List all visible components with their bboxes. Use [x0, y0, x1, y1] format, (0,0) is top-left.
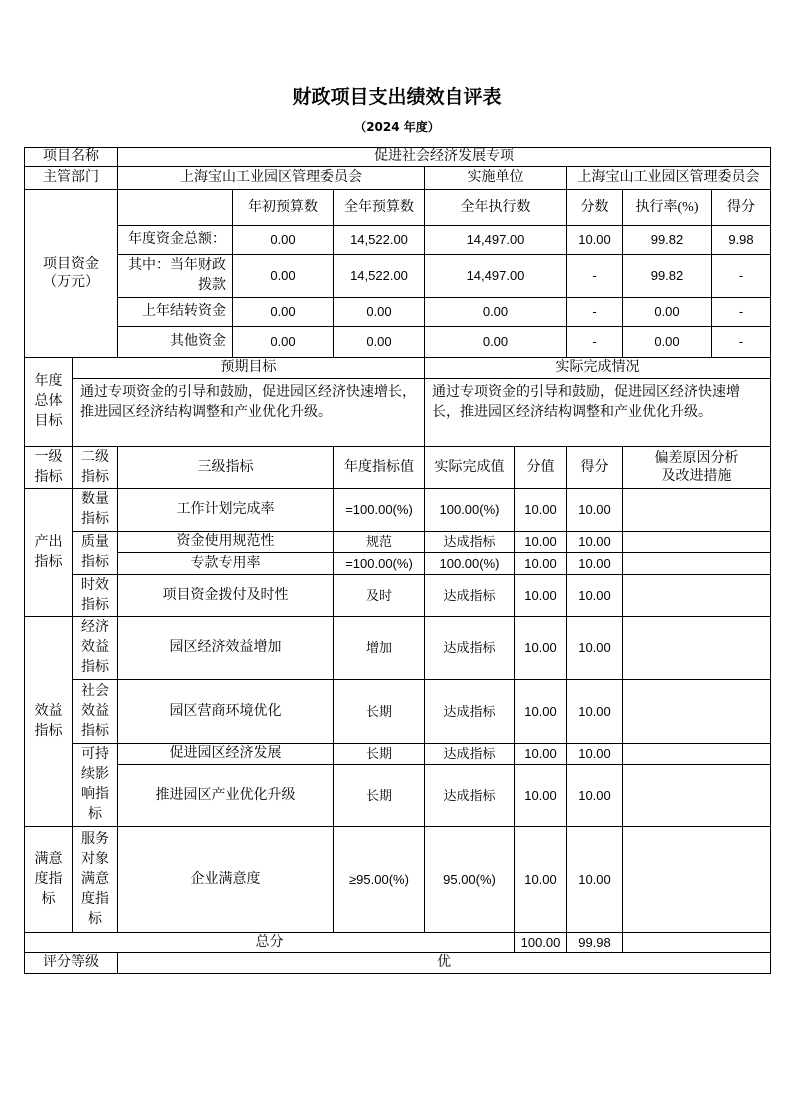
funds-points: -	[567, 298, 623, 327]
header-level1: 一级指标	[25, 447, 73, 489]
metric-name: 园区营商环境优化	[118, 680, 334, 744]
header-deviation-line2: 及改进措施	[661, 468, 732, 484]
metric-row	[25, 532, 771, 553]
metric-name: 资金使用规范性	[118, 532, 334, 553]
metric-target: 增加	[334, 617, 425, 680]
funds-label: 项目资金	[43, 256, 99, 272]
metric-name: 推进园区产业优化升级	[118, 765, 334, 827]
funds-row	[25, 226, 771, 255]
metric-weight: 10.00	[515, 617, 567, 680]
metric-target: 长期	[334, 744, 425, 765]
metric-name: 企业满意度	[118, 827, 334, 933]
metric-weight: 10.00	[515, 680, 567, 744]
goals-content-row	[25, 379, 771, 447]
metric-deviation	[623, 827, 771, 933]
header-deviation-line1: 偏差原因分析	[654, 450, 739, 466]
level2-indicator: 时效指标	[73, 575, 118, 617]
funds-score: -	[712, 327, 771, 358]
funds-initial-budget: 0.00	[233, 226, 334, 255]
funds-row-label: 其中：当年财政拨款	[118, 255, 233, 298]
metric-score: 10.00	[567, 765, 623, 827]
metric-deviation	[623, 553, 771, 575]
funds-row-label: 年度资金总额：	[118, 226, 233, 255]
metric-score: 10.00	[567, 532, 623, 553]
level1-indicator: 效益指标	[25, 617, 73, 827]
metric-target: ≥95.00(%)	[334, 827, 425, 933]
metric-deviation	[623, 532, 771, 553]
supervising-dept-label: 主管部门	[25, 167, 118, 190]
metric-score: 10.00	[567, 744, 623, 765]
grade-label: 评分等级	[25, 953, 118, 974]
funds-annual-budget: 0.00	[334, 327, 425, 358]
funds-execution-rate: 0.00	[623, 327, 712, 358]
metric-target: 规范	[334, 532, 425, 553]
indicators-header-row	[25, 447, 771, 489]
level1-indicator: 产出指标	[25, 489, 73, 617]
metric-deviation	[623, 680, 771, 744]
metric-weight: 10.00	[515, 489, 567, 532]
funds-executed: 14,497.00	[425, 255, 567, 298]
funds-score: 9.98	[712, 226, 771, 255]
grade-value: 优	[118, 953, 771, 974]
metric-target: =100.00(%)	[334, 489, 425, 532]
funds-executed: 0.00	[425, 298, 567, 327]
funds-row-label: 上年结转资金	[118, 298, 233, 327]
funds-initial-budget: 0.00	[233, 255, 334, 298]
header-target: 年度指标值	[334, 447, 425, 489]
metric-weight: 10.00	[515, 827, 567, 933]
level1-indicator: 满意度指标	[25, 827, 73, 933]
metric-row	[25, 827, 771, 933]
metric-row	[25, 617, 771, 680]
metric-target: =100.00(%)	[334, 553, 425, 575]
metric-target: 及时	[334, 575, 425, 617]
evaluation-table	[24, 147, 771, 974]
metric-target: 长期	[334, 765, 425, 827]
goals-header-row	[25, 358, 771, 379]
total-score: 99.98	[567, 933, 623, 953]
funds-execution-rate: 0.00	[623, 298, 712, 327]
funds-row	[25, 255, 771, 298]
implementing-unit: 上海宝山工业园区管理委员会	[567, 167, 771, 190]
metric-name: 项目资金拨付及时性	[118, 575, 334, 617]
total-row	[25, 933, 771, 953]
funds-header-blank	[118, 190, 233, 226]
funds-header-row	[25, 190, 771, 226]
header-deviation	[623, 447, 771, 489]
funds-row-label: 其他资金	[118, 327, 233, 358]
funds-header-points: 分数	[567, 190, 623, 226]
goals-label: 年度总体目标	[25, 358, 73, 447]
funds-label-cell	[25, 190, 118, 358]
total-label: 总分	[25, 933, 515, 953]
metric-score: 10.00	[567, 489, 623, 532]
department-row	[25, 167, 771, 190]
metric-score: 10.00	[567, 575, 623, 617]
funds-score: -	[712, 255, 771, 298]
metric-weight: 10.00	[515, 575, 567, 617]
funds-execution-rate: 99.82	[623, 226, 712, 255]
project-name-label: 项目名称	[25, 148, 118, 167]
funds-points: -	[567, 255, 623, 298]
funds-executed: 14,497.00	[425, 226, 567, 255]
funds-annual-budget: 14,522.00	[334, 255, 425, 298]
metric-actual: 100.00(%)	[425, 489, 515, 532]
metric-score: 10.00	[567, 680, 623, 744]
expected-goal-text: 通过专项资金的引导和鼓励，促进园区经济快速增长，推进园区经济结构调整和产业优化升级。	[73, 379, 425, 447]
metric-actual: 100.00(%)	[425, 553, 515, 575]
metric-score: 10.00	[567, 827, 623, 933]
metric-actual: 达成指标	[425, 617, 515, 680]
funds-points: -	[567, 327, 623, 358]
metric-name: 工作计划完成率	[118, 489, 334, 532]
metric-weight: 10.00	[515, 765, 567, 827]
metric-row	[25, 680, 771, 744]
funds-score: -	[712, 298, 771, 327]
metric-row	[25, 553, 771, 575]
level2-indicator: 社会效益指标	[73, 680, 118, 744]
implementing-unit-label: 实施单位	[425, 167, 567, 190]
funds-row	[25, 298, 771, 327]
funds-initial-budget: 0.00	[233, 298, 334, 327]
metric-target: 长期	[334, 680, 425, 744]
metric-score: 10.00	[567, 553, 623, 575]
metric-deviation	[623, 765, 771, 827]
level2-indicator: 数量指标	[73, 489, 118, 532]
metric-weight: 10.00	[515, 553, 567, 575]
report-year: （2024 年度）	[354, 120, 440, 134]
metric-name: 专款专用率	[118, 553, 334, 575]
total-weight: 100.00	[515, 933, 567, 953]
funds-annual-budget: 14,522.00	[334, 226, 425, 255]
header-level2: 二级指标	[73, 447, 118, 489]
metric-deviation	[623, 617, 771, 680]
metric-actual: 达成指标	[425, 680, 515, 744]
header-weight: 分值	[515, 447, 567, 489]
funds-annual-budget: 0.00	[334, 298, 425, 327]
metric-weight: 10.00	[515, 532, 567, 553]
actual-result-label: 实际完成情况	[425, 358, 771, 379]
funds-unit: （万元）	[43, 274, 99, 290]
funds-header-score: 得分	[712, 190, 771, 226]
header-level3: 三级指标	[118, 447, 334, 489]
metric-row	[25, 575, 771, 617]
metric-deviation	[623, 575, 771, 617]
funds-header-execution-rate: 执行率(%)	[623, 190, 712, 226]
funds-header-initial-budget: 年初预算数	[233, 190, 334, 226]
expected-goal-label: 预期目标	[73, 358, 425, 379]
grade-row	[25, 953, 771, 974]
metric-row	[25, 489, 771, 532]
header-actual: 实际完成值	[425, 447, 515, 489]
metric-deviation	[623, 489, 771, 532]
funds-initial-budget: 0.00	[233, 327, 334, 358]
funds-header-annual-budget: 全年预算数	[334, 190, 425, 226]
level2-indicator: 经济效益指标	[73, 617, 118, 680]
metric-actual: 达成指标	[425, 575, 515, 617]
metric-actual: 95.00(%)	[425, 827, 515, 933]
metric-actual: 达成指标	[425, 765, 515, 827]
funds-row	[25, 327, 771, 358]
page-title: 财政项目支出绩效自评表	[292, 86, 502, 108]
funds-execution-rate: 99.82	[623, 255, 712, 298]
metric-actual: 达成指标	[425, 532, 515, 553]
metric-deviation	[623, 744, 771, 765]
level2-indicator: 质量指标	[73, 532, 118, 575]
metric-score: 10.00	[567, 617, 623, 680]
level2-indicator: 服务对象满意度指标	[73, 827, 118, 933]
metric-weight: 10.00	[515, 744, 567, 765]
funds-header-executed: 全年执行数	[425, 190, 567, 226]
metric-actual: 达成指标	[425, 744, 515, 765]
metric-row	[25, 765, 771, 827]
metric-row	[25, 744, 771, 765]
metric-name: 促进园区经济发展	[118, 744, 334, 765]
actual-result-text: 通过专项资金的引导和鼓励，促进园区经济快速增长，推进园区经济结构调整和产业优化升级。	[425, 379, 771, 447]
header-score: 得分	[567, 447, 623, 489]
funds-points: 10.00	[567, 226, 623, 255]
metric-name: 园区经济效益增加	[118, 617, 334, 680]
project-name: 促进社会经济发展专项	[118, 148, 771, 167]
project-name-row	[25, 148, 771, 167]
level2-indicator: 可持续影响指标	[73, 744, 118, 827]
supervising-dept: 上海宝山工业园区管理委员会	[118, 167, 425, 190]
funds-executed: 0.00	[425, 327, 567, 358]
total-blank	[623, 933, 771, 953]
